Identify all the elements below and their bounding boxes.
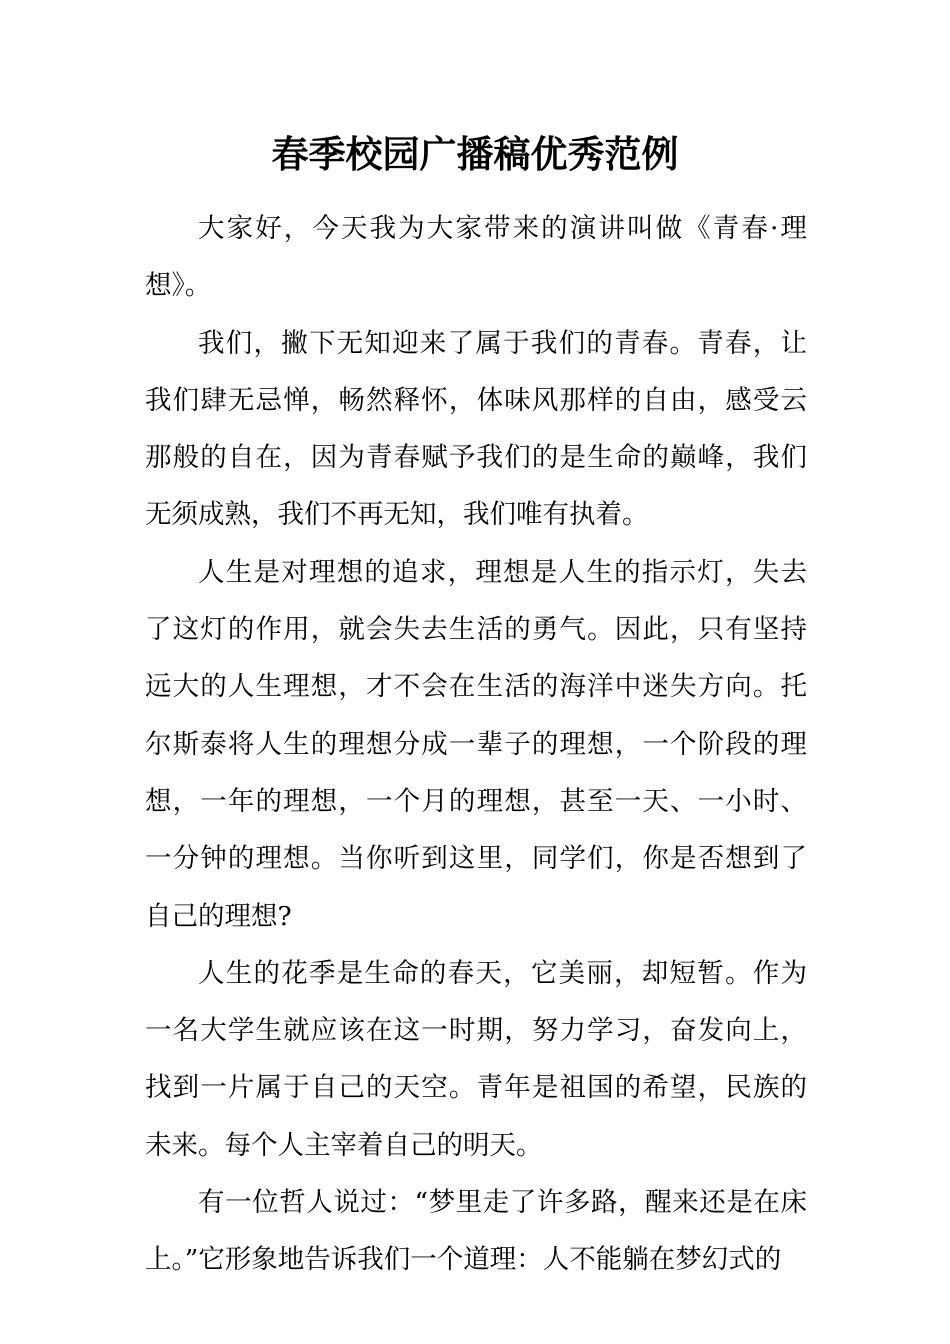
paragraph-greeting: 大家好，今天我为大家带来的演讲叫做《青春·理想》。: [145, 213, 807, 302]
document-body: [145, 200, 807, 1289]
paragraph-youth: 我们，撇下无知迎来了属于我们的青春。青春，让我们肆无忌惮，畅然释怀，体味风那样的自由，感受云那般的自在，因为青春赋予我们的是生命的巅峰，我们无须成熟，我们不再无知，我们唯有执着。: [145, 327, 807, 531]
paragraph-philosopher-quote: 有一位哲人说过：“梦里走了许多路，醒来还是在床上。”它形象地告诉我们一个道理：人不能躺在梦幻式的: [145, 1187, 807, 1276]
document-title: 春季校园广播稿优秀范例: [271, 132, 679, 176]
paragraph-ideals: 人生是对理想的追求，理想是人生的指示灯，失去了这灯的作用，就会失去生活的勇气。因此，只有坚持远大的人生理想，才不会在生活的海洋中迷失方向。托尔斯泰将人生的理想分成一辈子的理想，一个阶段的理想，一年的理想，一个月的理想，甚至一天、一小时、一分钟的理想。当你听到这里，同学们，你是否想到了自己的理想?: [145, 556, 807, 932]
paragraph-spring-of-life: 人生的花季是生命的春天，它美丽，却短暂。作为一名大学生就应该在这一时期，努力学习，奋发向上，找到一片属于自己的天空。青年是祖国的希望，民族的未来。每个人主宰着自己的明天。: [145, 957, 807, 1161]
